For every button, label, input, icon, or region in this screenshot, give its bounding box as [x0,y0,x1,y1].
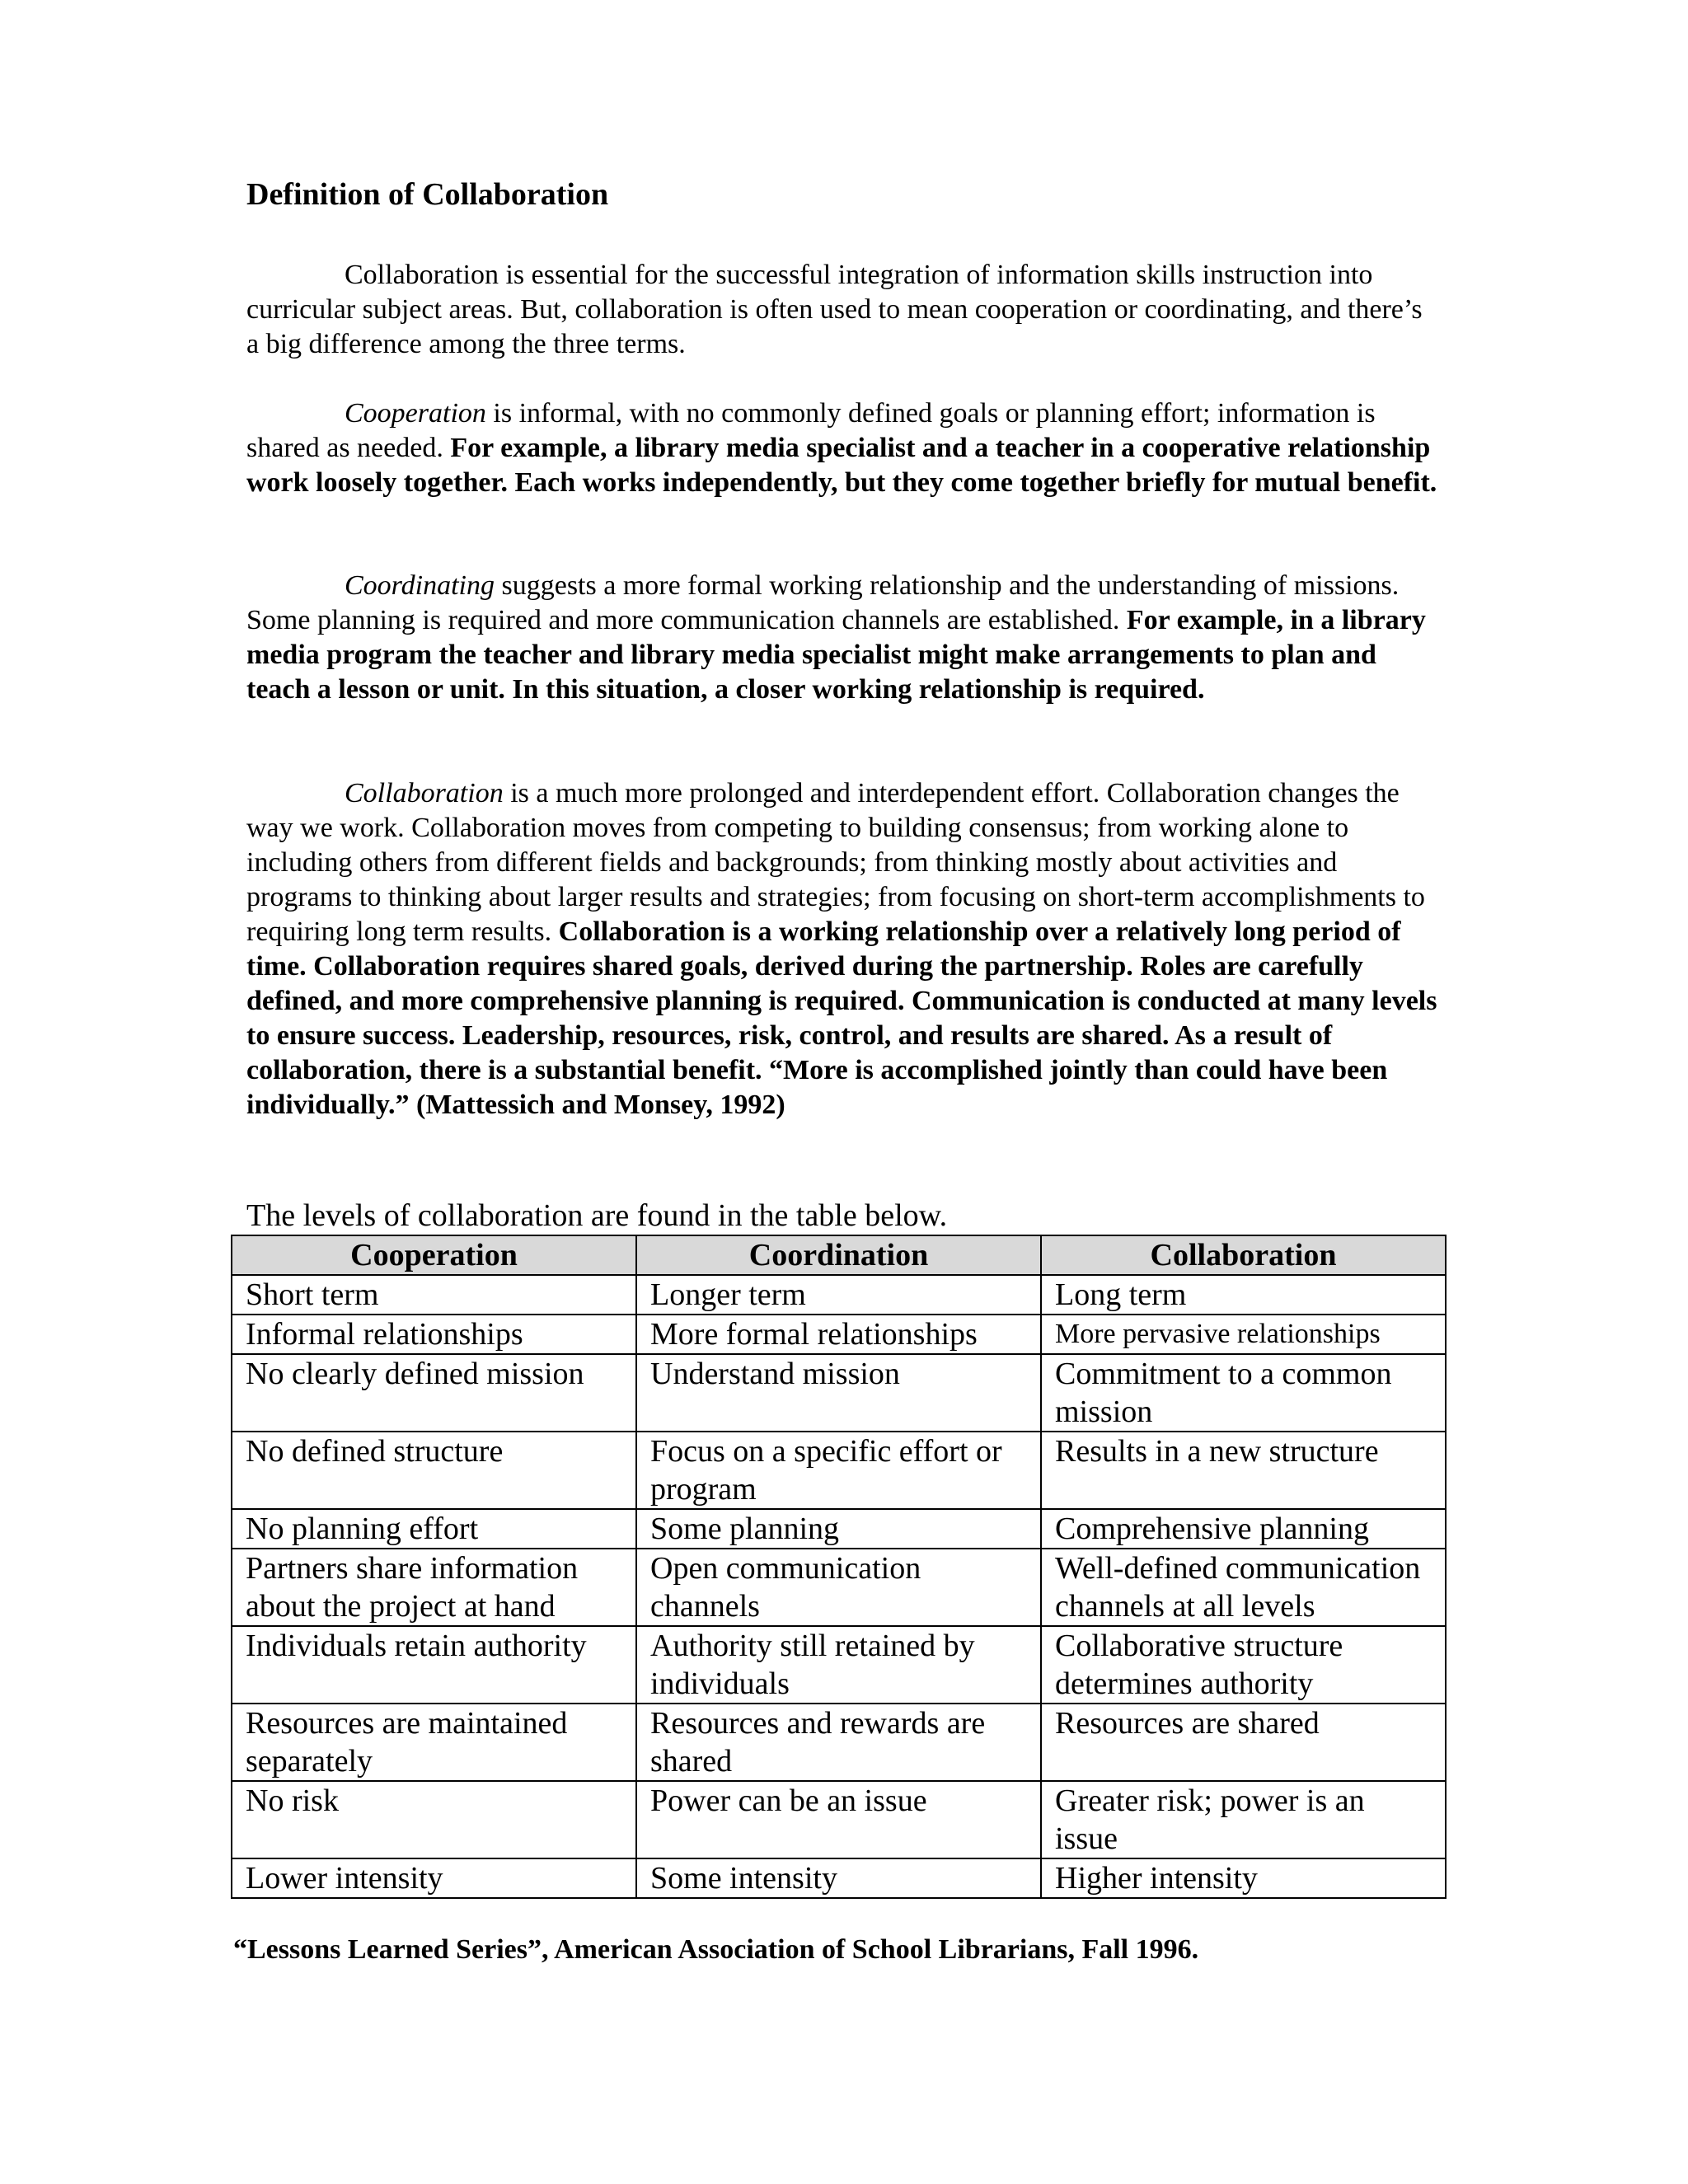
table-cell: Some planning [636,1509,1041,1549]
table-cell: Long term [1041,1275,1446,1315]
table-cell: Longer term [636,1275,1041,1315]
table-row [232,1626,1446,1704]
term-cooperation: Cooperation [345,398,486,429]
table-row [232,1275,1446,1315]
table-cell: Greater risk; power is an issue [1041,1781,1446,1858]
table-cell: Higher intensity [1041,1858,1446,1898]
source-citation: “Lessons Learned Series”, American Association of School Librarians, Fall 1996. [233,1934,1199,1965]
paragraph-collaboration-definition: Collaboration is a working relationship over a relatively long period of time. Collaboration requires shared goals, derived during the partnership. Roles are carefully defined, and more comprehensive planning is required. Communication is conducted at many levels to ensure success. Leadership, resources, risk, control, and results are shared. As a result of collaboration, there is a substantial benefit. “More is accomplished jointly than could have been individually.” (Mattessich and Monsey, 1992) [246,916,1437,1120]
header-collaboration: Collaboration [1041,1235,1446,1275]
paragraph-coordinating-text: suggests a more formal working relationship and the understanding of missions. Some planning is required and more communication channels are established. [246,570,1400,635]
paragraph-intro: Collaboration is essential for the successful integration of information skills instruction into curricular subject areas. But, collaboration is often used to mean cooperation or coordinating, and there’s a big difference among the three terms. [246,260,1423,359]
table-cell: Some intensity [636,1858,1041,1898]
table-cell: Understand mission [636,1354,1041,1432]
paragraph-cooperation-example: For example, a library media specialist and a teacher in a cooperative relationship work loosely together. Each works independently, but they come together briefly for mutual benefit. [246,433,1437,498]
table-row [232,1704,1446,1781]
term-collaboration: Collaboration [345,778,504,808]
table-cell: More pervasive relationships [1041,1315,1446,1354]
table-intro: The levels of collaboration are found in the table below. [246,1198,948,1233]
table-cell: Results in a new structure [1041,1432,1446,1509]
table-cell: Well-defined communication channels at all levels [1041,1549,1446,1626]
table-row [232,1781,1446,1858]
table-cell: Individuals retain authority [232,1626,636,1704]
table-header-row [232,1235,1446,1275]
paragraph-coordinating [246,569,1442,707]
paragraph-coordinating-example: For example, in a library media program the teacher and library media specialist might make arrangements to plan and teach a lesson or unit. In this situation, a closer working relationship is required. [246,605,1426,705]
table-cell: Short term [232,1275,636,1315]
table-cell: Lower intensity [232,1858,636,1898]
paragraph-collaboration [246,776,1442,1122]
term-coordinating: Coordinating [345,570,495,601]
table-cell: Informal relationships [232,1315,636,1354]
table-cell: Comprehensive planning [1041,1509,1446,1549]
page-title: Definition of Collaboration [246,177,609,212]
table-cell: No defined structure [232,1432,636,1509]
header-coordination: Coordination [636,1235,1041,1275]
table-cell: Resources are shared [1041,1704,1446,1781]
table-cell: Partners share information about the project at hand [232,1549,636,1626]
table-cell: No clearly defined mission [232,1354,636,1432]
table-cell: Power can be an issue [636,1781,1041,1858]
table-row [232,1549,1446,1626]
table-cell: Open communication channels [636,1549,1041,1626]
paragraph-cooperation-text: is informal, with no commonly defined goals or planning effort; information is shared as needed. [246,398,1376,463]
table-cell: Authority still retained by individuals [636,1626,1041,1704]
table-row [232,1432,1446,1509]
table-row [232,1858,1446,1898]
table-cell: Resources and rewards are shared [636,1704,1041,1781]
table-cell: Resources are maintained separately [232,1704,636,1781]
paragraph-cooperation [246,396,1450,500]
table-row [232,1315,1446,1354]
table-cell: Commitment to a common mission [1041,1354,1446,1432]
paragraph-collaboration-text: is a much more prolonged and interdependent effort. Collaboration changes the way we work. Collaboration moves from competing to building consensus; from working alone to including others from different fields and backgrounds; from thinking mostly about activities and programs to thinking about larger results and strategies; from focusing on short-term accomplishments to requiring long term results. [246,778,1425,947]
table-cell: No risk [232,1781,636,1858]
levels-table [231,1235,1447,1899]
table-row [232,1509,1446,1549]
table-row [232,1354,1446,1432]
table-cell: No planning effort [232,1509,636,1549]
header-cooperation: Cooperation [232,1235,636,1275]
table-cell: More formal relationships [636,1315,1041,1354]
table-cell: Collaborative structure determines authority [1041,1626,1446,1704]
table-cell: Focus on a specific effort or program [636,1432,1041,1509]
